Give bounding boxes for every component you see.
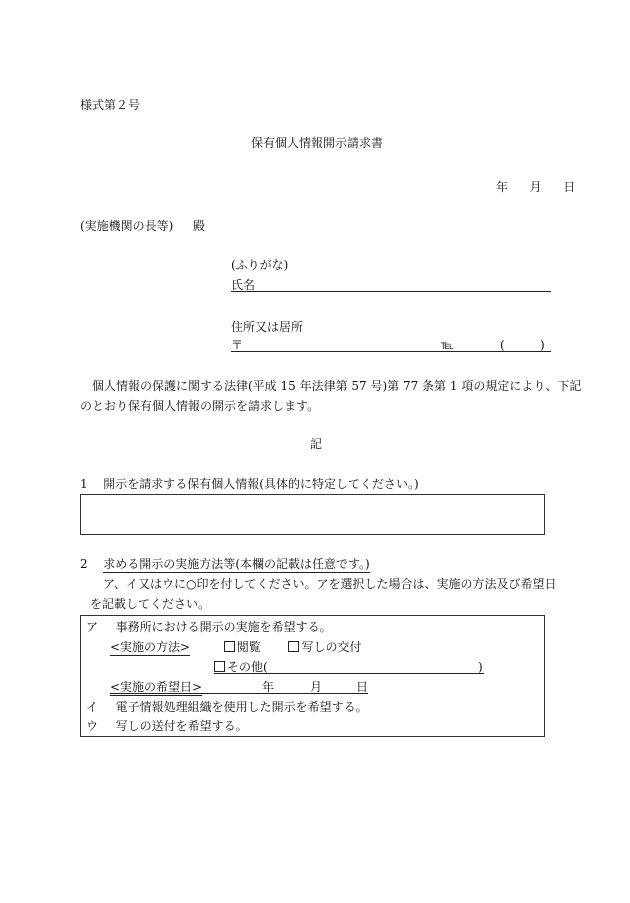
- section2-instruction-line1: ア、イ又はウに○印を付してください。アを選択した場合は、実施の方法及び希望日: [103, 577, 557, 591]
- date-line: [496, 181, 575, 193]
- choice-inspection-label: 閲覧: [236, 640, 261, 654]
- document-title: 保有個人情報開示請求書: [251, 136, 384, 150]
- postal-mark: 〒: [231, 338, 244, 352]
- name-field-line[interactable]: [231, 291, 551, 292]
- section2-heading-main: 求める開示の実施方法等: [103, 557, 236, 571]
- option-a-marker: ア: [86, 620, 99, 634]
- wish-date-year: 年: [262, 680, 275, 694]
- section1-number: 1: [80, 477, 88, 491]
- date-day: 日: [563, 180, 576, 194]
- ki-heading: 記: [310, 437, 323, 451]
- choice-copy[interactable]: [288, 640, 361, 654]
- choice-copy-label: 写しの交付: [301, 640, 362, 654]
- checkbox-icon: [224, 641, 235, 652]
- wish-date-day: 日: [356, 680, 369, 694]
- section2-heading-text: [103, 557, 369, 573]
- choice-other-close: ): [478, 660, 483, 674]
- option-i-marker: イ: [86, 700, 99, 714]
- wish-date-label: <実施の希望日>: [110, 680, 203, 694]
- section1-heading-text: 開示を請求する保有個人情報(具体的に特定してください。): [103, 477, 419, 491]
- option-a-text: 事務所における開示の実施を希望する。: [115, 620, 332, 634]
- addressee: [80, 220, 205, 232]
- option-a[interactable]: [86, 621, 332, 633]
- option-i-text: 電子情報処理組織を使用した開示を希望する。: [115, 700, 368, 714]
- tel-paren-close: ): [540, 338, 545, 352]
- address-label: 住所又は居所: [231, 320, 304, 334]
- date-wish-row: [110, 681, 202, 693]
- section2-instruction-line2: を記載してください。: [90, 597, 211, 611]
- option-i[interactable]: [86, 701, 368, 713]
- wish-date-line[interactable]: [110, 693, 368, 694]
- section2-number: 2: [80, 557, 88, 571]
- method-row: [110, 641, 361, 653]
- address-field-line[interactable]: [231, 351, 551, 352]
- choice-other-label: その他(: [227, 660, 268, 674]
- addressee-label: (実施機関の長等): [80, 219, 174, 233]
- option-u-marker: ウ: [86, 719, 99, 733]
- method-label: <実施の方法>: [110, 640, 191, 654]
- section1-input-box[interactable]: [80, 494, 545, 535]
- addressee-honorific: 殿: [193, 219, 206, 233]
- choice-other[interactable]: [214, 661, 268, 673]
- option-u[interactable]: [86, 720, 248, 732]
- tel-label: ℡: [441, 338, 454, 352]
- option-u-text: 写しの送付を希望する。: [115, 719, 248, 733]
- furigana-label: (ふりがな): [231, 258, 289, 272]
- choice-inspection[interactable]: [224, 640, 261, 654]
- checkbox-icon: [288, 641, 299, 652]
- date-month: 月: [529, 180, 542, 194]
- body-text-line1: 個人情報の保護に関する法律(平成 15 年法律第 57 号)第 77 条第 1 項の規定により、下記: [92, 379, 582, 393]
- tel-paren-open: (: [500, 338, 505, 352]
- checkbox-icon: [214, 661, 225, 672]
- body-text-line2: のとおり保有個人情報の開示を請求します。: [80, 399, 320, 413]
- wish-date-month: 月: [310, 680, 323, 694]
- date-year: 年: [496, 180, 509, 194]
- form-number: 様式第２号: [80, 98, 141, 112]
- name-label: 氏名: [231, 278, 256, 292]
- section2-heading: [80, 558, 370, 570]
- other-field-line[interactable]: [214, 673, 484, 674]
- section2-heading-note: (本欄の記載は任意です。): [235, 557, 370, 571]
- section1-heading: [80, 478, 419, 490]
